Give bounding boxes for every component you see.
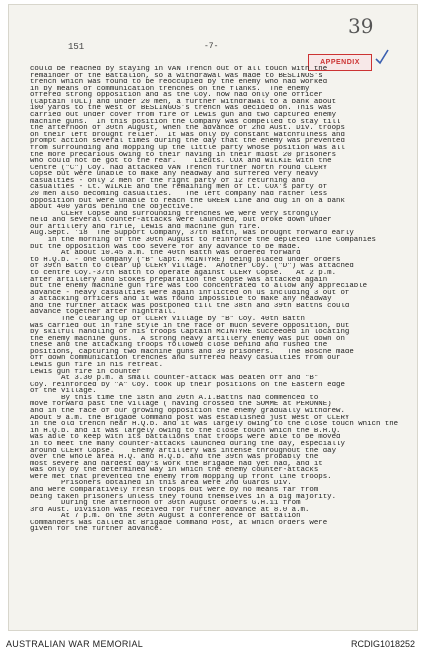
text-line: During the afternoon of 30th August orders G.H.11 from bbox=[30, 500, 301, 507]
text-line: off down communication trenches and suffered heavy casualties from our bbox=[30, 355, 341, 363]
text-line: to H.Q.b. - one Company ("B" Capt. McINTYRE) being placed under orders bbox=[30, 256, 341, 264]
text-line: Lewis gun fire in counter bbox=[30, 368, 141, 376]
text-line: (Captain TOLL) and under 20 men, a further withdrawal to a bank about bbox=[30, 98, 337, 106]
text-line: By this time the 18th and 20th A.I.Battns had commenced to bbox=[30, 394, 319, 402]
text-line: of the village. bbox=[30, 388, 97, 395]
text-line: but the opposition was too severe for any advance to be made. bbox=[30, 243, 301, 251]
text-line: the more precarious owing to their having in their midst 20 prisoners bbox=[30, 151, 337, 159]
typescript-body bbox=[30, 66, 416, 533]
folio-number: 39 bbox=[348, 14, 374, 38]
text-line: 100 yards to the West of BESLINGOS's trench was decided on. This was bbox=[30, 105, 332, 113]
text-line: Lewis gun fire in his retreat. bbox=[30, 362, 164, 369]
text-line: held and several counter-attacks were launched, but broke down under bbox=[30, 217, 332, 224]
text-line: carried out under cover from fire of Lewis gun and two captured enemy bbox=[30, 112, 337, 119]
text-line: our artillery and rifle, Lewis and machine gun fire. bbox=[30, 223, 261, 231]
text-line: casualties - Lt. WILKIE and the remaining men of Lt. COX's party of bbox=[30, 184, 328, 191]
text-line: in by means of communication trenches on the flanks. The enemy bbox=[30, 85, 310, 93]
text-line: these and the attacking troops followed close behind and rushed the bbox=[30, 342, 328, 349]
text-line: who could not be got to the rear. Lieuts. COX and WILKIE with the bbox=[30, 158, 332, 165]
text-line: Centre ("C") Coy. had attacked VAN Trench further North round CLERY bbox=[30, 164, 328, 172]
text-line: most severe and hardest day's work the Brigade had yet had, and it bbox=[30, 460, 323, 468]
text-line: opposition but were unable to reach the GREEN Line and dug in on a bank bbox=[30, 197, 345, 205]
text-line: were met that prevented the enemy from mopping up front line troops. bbox=[30, 473, 332, 481]
text-line: positions, capturing two machine guns and 39 prisoners. The Bosche made bbox=[30, 348, 354, 356]
text-line: in H.Q.b. and it was largely owing to the close touch which the B.H.Q. bbox=[30, 427, 341, 435]
text-line: CLERY Copse and surrounding trenches we were very strongly bbox=[30, 210, 319, 218]
text-line: in to meet the many counter-attacks launched during the day, especially bbox=[30, 440, 345, 448]
text-line: The clearing up of CLERY Village by "B" Coy. 40th Battn bbox=[30, 315, 305, 323]
text-line: from surrounding and mopping up the little party whose position was all bbox=[30, 144, 345, 152]
text-line: could be reached by staying in VAN Trench out of all touch with the bbox=[30, 66, 328, 73]
text-line: Aug.Sept. '18 The Support Company, 37th Battn, was brought forward early bbox=[30, 230, 354, 238]
text-line: At about 10.45 a.m. the 40th Battn was ordered forward bbox=[30, 250, 301, 257]
text-line: but the enemy machine gun fire was too concentrated to allow any appreciable bbox=[30, 283, 368, 290]
text-line: About 9 a.m. the Brigade Command post was established just West of CLERY bbox=[30, 414, 350, 422]
check-mark-icon bbox=[374, 48, 390, 66]
text-line: 20 men also becoming casualties. The left company had rather less bbox=[30, 190, 328, 198]
text-line: given for the further advance. bbox=[30, 526, 164, 534]
text-line: Commanders was called at Brigade Command Post, at which orders were bbox=[30, 519, 328, 527]
text-line: was able to keep with its battalions that troops were able to be moved bbox=[30, 434, 341, 441]
page-number: 151 bbox=[68, 42, 85, 52]
text-line: being taken prisoners unless they found themselves in a big majority. bbox=[30, 493, 337, 501]
text-line: advance together after nightfall. bbox=[30, 309, 177, 316]
text-line: prompt action several times during the day that the enemy was prevented bbox=[30, 138, 345, 145]
text-line: offered strong opposition and as the Coy. now had only one officer bbox=[30, 92, 323, 99]
footer-archive-name: AUSTRALIAN WAR MEMORIAL bbox=[6, 639, 144, 649]
text-line: advance - heavy casualties were again inflicted on us including 3 out of bbox=[30, 289, 350, 297]
text-line: the afternoon of 30th August, when the advance of 2nd Aust. Div. troops bbox=[30, 125, 345, 132]
appendix-stamp: APPENDIX bbox=[308, 54, 372, 71]
text-line: over the whole area H.Q. and H.Q.b. and the 39th was probably the bbox=[30, 454, 319, 461]
text-line: Copse but were unable to make any headway and suffered very heavy bbox=[30, 171, 319, 178]
text-line: move forward past the village ( having crossed the SOMME at PERONNE) bbox=[30, 401, 332, 409]
text-line: At 3.30 p.m. a small counter-attack was beaten off and "B" bbox=[30, 375, 319, 382]
text-line: was carried out in fine style in the face of much severe opposition, but bbox=[30, 322, 350, 330]
text-line: by skilful handling of his troops Captain McINTYRE succeeded in locating bbox=[30, 329, 350, 336]
text-line: in the morning of the 30th August to reinforce the depleted line Companies bbox=[30, 237, 376, 244]
document-page bbox=[8, 4, 418, 631]
text-line: casualties - only 2 men of the right party of 12 returning and bbox=[30, 177, 305, 185]
text-line: on their left brought relief. It was only by constant watchfulness and bbox=[30, 131, 345, 139]
text-line: the enemy machine guns. A strong heavy artillery enemy was put down on bbox=[30, 335, 345, 343]
text-line: Prisoners obtained in this area were 2nd Guards Div. bbox=[30, 480, 292, 487]
text-line: and were comparatively fresh troops but were by no means far from bbox=[30, 487, 319, 494]
text-line: trench which was found to be reoccupied by the enemy who had worked bbox=[30, 79, 328, 86]
text-line: to centre Coy.-37th Battn to operate against CLERY Copse. At 2 p.m. bbox=[30, 269, 337, 277]
text-line: of 39th Battn to clear up CLERY Village. Another Coy. ("D") was attached bbox=[30, 263, 354, 270]
text-line: machine guns. In this position the Company was compelled to stay till bbox=[30, 118, 341, 126]
text-line: and the further attack was postponed till the 38th and 39th Battns could bbox=[30, 302, 350, 310]
text-line: remainder of the Battalion, so a withdrawal was made to BESLINOS's bbox=[30, 72, 323, 80]
text-line: was only by the determined way in which the enemy counter-attacks bbox=[30, 467, 319, 474]
archive-footer bbox=[0, 636, 423, 653]
text-line: 3rd Aust. Division was received for further advance at 8.0 a.m. bbox=[30, 506, 310, 514]
text-line: and in the face of our growing opposition the enemy gradually withdrew. bbox=[30, 408, 345, 415]
text-line: At 7 p.m. on the 30th August a conference of Battalion bbox=[30, 513, 301, 520]
centre-page-number: -7- bbox=[204, 42, 219, 51]
text-line: around CLERY Copse. Enemy artillery was intense throughout the day bbox=[30, 447, 337, 455]
text-line: about 400 yards behind the objective. bbox=[30, 204, 195, 211]
text-line: after artillery and Stokes preparation the Copse was attacked again bbox=[30, 276, 328, 284]
text-line: Coy. reinforced by "A" Coy. took up their positions on the Eastern edge bbox=[30, 381, 345, 389]
text-line: 3 attacking officers and it was found impossible to make any headway bbox=[30, 296, 332, 303]
footer-record-id: RCDIG1018252 bbox=[350, 639, 415, 649]
text-line: in the old trench near H.Q.b. and it was largely owing to the close touch which the bbox=[30, 421, 399, 428]
